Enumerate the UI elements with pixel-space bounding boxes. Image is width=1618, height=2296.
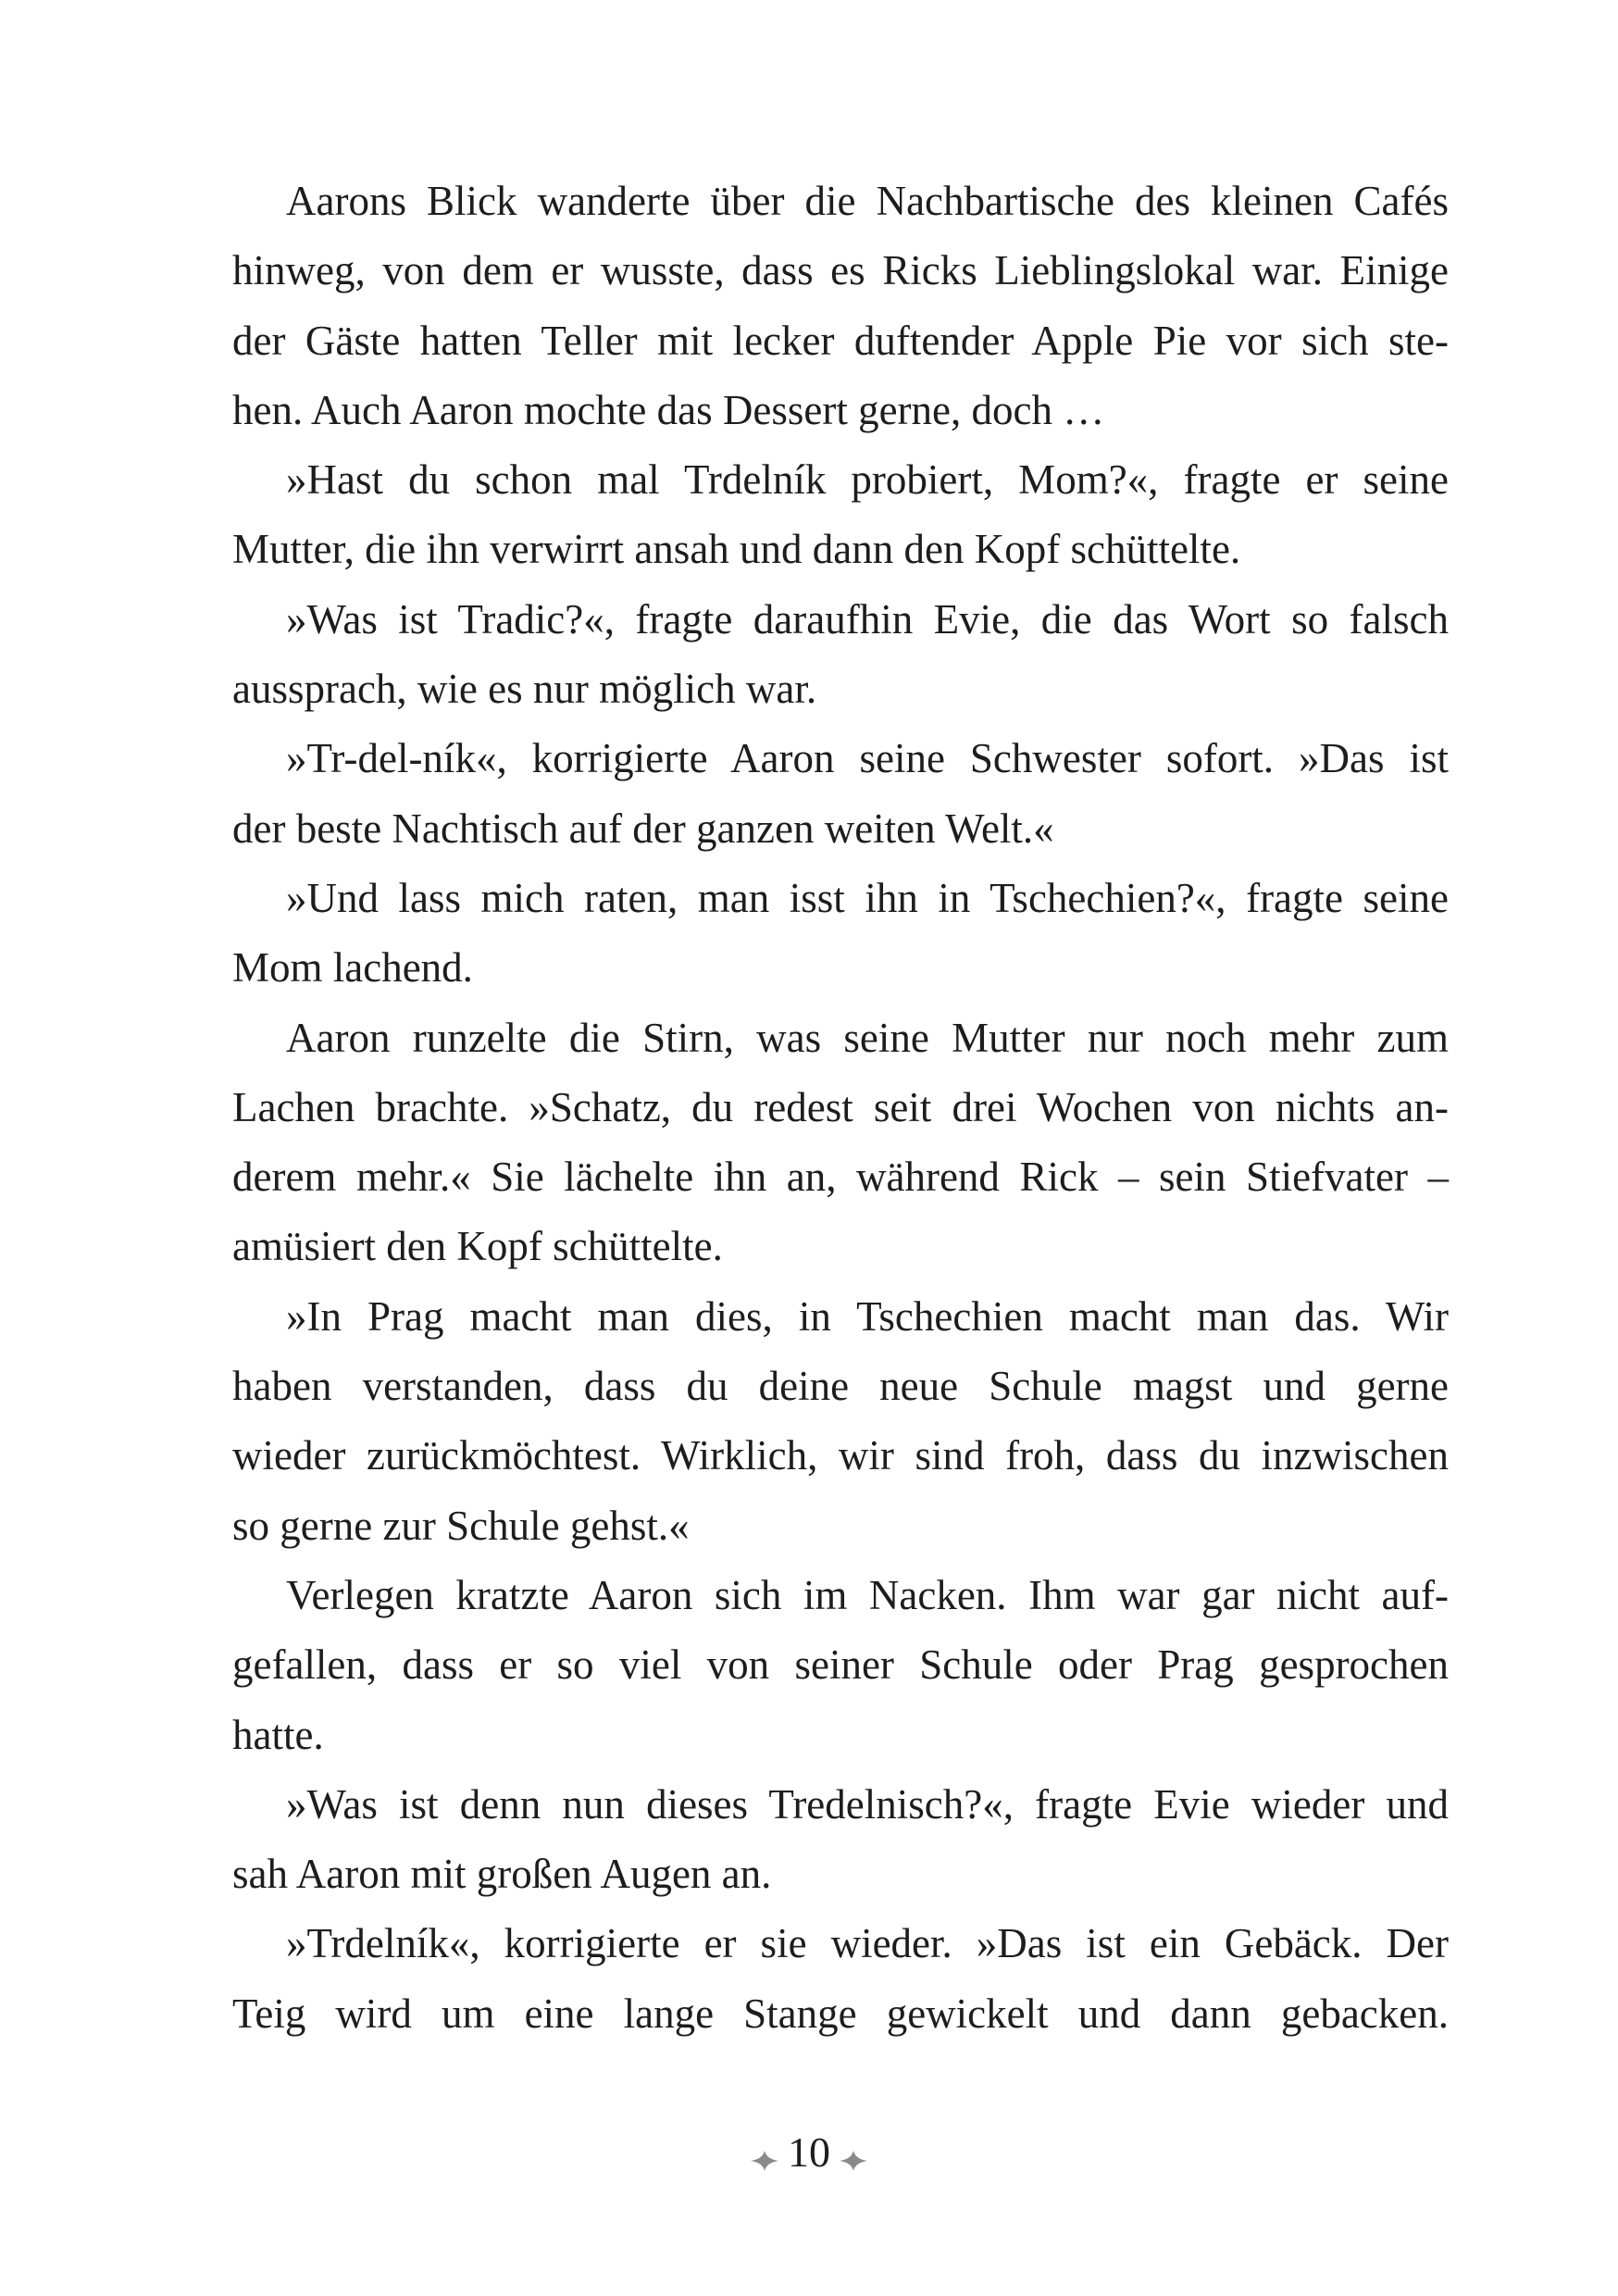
text-line: Aarons Blick wanderte über die Nachbartische des kleinen Cafés: [286, 178, 1449, 224]
text-line: hen. Auch Aaron mochte das Dessert gerne, doch …: [232, 386, 1105, 433]
text-line: Aaron runzelte die Stirn, was seine Mutter nur noch mehr zum: [286, 1014, 1449, 1061]
text-line: Verlegen kratzte Aaron sich im Nacken. Ihm war gar nicht auf-: [286, 1571, 1449, 1618]
text-line: sah Aaron mit großen Augen an.: [232, 1851, 772, 1898]
text-line: Lachen brachte. »Schatz, du redest seit drei Wochen von nichts an-: [232, 1083, 1449, 1130]
page-footer: [0, 2128, 1618, 2181]
text-line: »Hast du schon mal Trdelník probiert, Mom?«, fragte er seine: [286, 456, 1449, 504]
page-number: 10: [788, 2128, 830, 2176]
text-line: hatte.: [232, 1711, 324, 1758]
text-line: aussprach, wie es nur möglich war.: [232, 666, 817, 713]
text-line: Mom lachend.: [232, 944, 473, 992]
text-line: Teig wird um eine lange Stange gewickelt und dann gebacken.: [232, 1990, 1449, 2037]
text-line: der Gäste hatten Teller mit lecker duftender Apple Pie vor sich ste-: [232, 317, 1449, 364]
text-line: »In Prag macht man dies, in Tschechien macht man das. Wir: [286, 1292, 1449, 1340]
text-line: haben verstanden, dass du deine neue Schule magst und gerne: [232, 1363, 1449, 1410]
text-line: wieder zurückmöchtest. Wirklich, wir sind froh, dass du inzwischen: [232, 1432, 1449, 1479]
text-line: derem mehr.« Sie lächelte ihn an, während Rick – sein Stiefvater –: [232, 1154, 1449, 1201]
body-text: [232, 167, 1449, 2049]
text-line: so gerne zur Schule gehst.«: [232, 1502, 690, 1549]
ornament-star-icon: [840, 2132, 867, 2181]
text-line: »Tr-del-ník«, korrigierte Aaron seine Schwester sofort. »Das ist: [286, 735, 1449, 782]
text-line: »Was ist Tradic?«, fragte daraufhin Evie, die das Wort so falsch: [286, 595, 1449, 643]
text-line: hinweg, von dem er wusste, dass es Ricks Lieblingslokal war. Einige: [232, 247, 1449, 294]
text-line: der beste Nachtisch auf der ganzen weiten Welt.«: [232, 805, 1054, 852]
text-line: »Und lass mich raten, man isst ihn in Tschechien?«, fragte seine: [286, 874, 1449, 921]
ornament-star-icon: [751, 2132, 778, 2181]
text-line: amüsiert den Kopf schüttelte.: [232, 1223, 723, 1270]
text-line: Mutter, die ihn verwirrt ansah und dann den Kopf schüttelte.: [232, 526, 1241, 573]
text-line: »Trdelník«, korrigierte er sie wieder. »Das ist ein Gebäck. Der: [286, 1920, 1449, 1967]
text-line: gefallen, dass er so viel von seiner Schule oder Prag gesprochen: [232, 1641, 1449, 1689]
text-line: »Was ist denn nun dieses Tredelnisch?«, fragte Evie wieder und: [286, 1780, 1449, 1828]
